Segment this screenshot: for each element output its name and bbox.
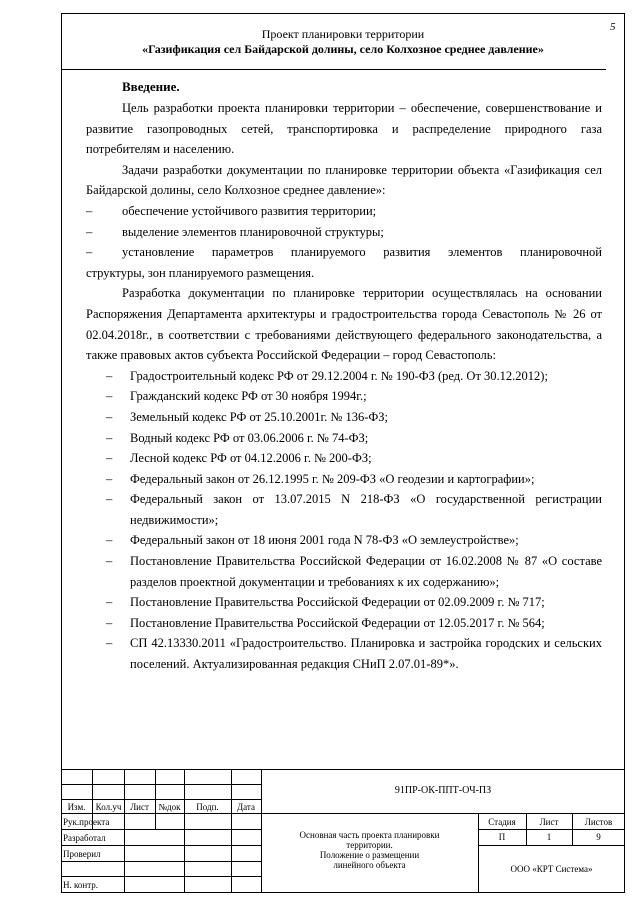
law-text: Земельный кодекс РФ от 25.10.2001г. № 136-ФЗ; <box>130 409 388 424</box>
section-heading: Введение. <box>122 79 180 94</box>
value-sheets: 9 <box>596 832 601 842</box>
law-item <box>86 633 602 674</box>
list-dash: – <box>106 368 113 383</box>
law-text: Водный кодекс РФ от 03.06.2006 г. № 74-ФЗ; <box>130 430 369 445</box>
list-dash: – <box>106 430 113 445</box>
list-dash: – <box>106 636 113 651</box>
law-item <box>86 448 602 469</box>
list-dash: – <box>106 615 113 630</box>
row-razr: Разработал <box>63 833 106 843</box>
law-item <box>86 407 602 428</box>
law-item <box>86 366 602 387</box>
title-line-2: территории. <box>346 840 393 850</box>
task-item <box>86 242 602 263</box>
value-sheet: 1 <box>546 832 552 842</box>
law-text: Федеральный закон от 26.12.1995 г. № 209-ФЗ «О геодезии и картографии»; <box>130 471 535 486</box>
law-text: Лесной кодекс РФ от 04.12.2006 г. № 200-ФЗ; <box>130 451 372 466</box>
task-text: обеспечение устойчивого развития территории; <box>122 203 377 218</box>
list-dash: – <box>106 451 113 466</box>
list-dash: – <box>106 389 113 404</box>
law-item <box>86 489 602 530</box>
title-line-3: Положение о размещении <box>319 850 420 860</box>
document-body <box>86 78 602 675</box>
paragraph-basis: Разработка документации по планировке территории осуществлялась на основании Распоряжения Департамента архитектуры и градостроительства города Севастополь № 26 от 02.04.2018г., в соответствии с требованиями действующего федерального законодательства, а также правовых актов субъекта Российской Федерации – город Севастополь: <box>86 286 602 363</box>
row-prov: Проверил <box>63 849 101 859</box>
header-stage: Стадия <box>488 817 516 827</box>
document-code: 91ПР-ОК-ППТ-ОЧ-ПЗ <box>394 785 492 796</box>
row-ruk: Рук.проекта <box>63 817 110 827</box>
document-header <box>62 27 624 57</box>
header-sheet: Лист <box>539 817 559 827</box>
list-dash: – <box>86 224 93 239</box>
law-item <box>86 592 602 613</box>
col-kol: Кол.уч <box>95 802 122 812</box>
organization-name: ООО «КРТ Система» <box>510 864 593 874</box>
document-title <box>261 830 478 870</box>
col-ndok: №док <box>158 802 181 812</box>
title-line-4: линейного объекта <box>333 860 406 870</box>
list-dash: – <box>106 471 113 486</box>
task-text-line-2: структуры, зон планируемого размещения. <box>86 265 315 280</box>
header-divider <box>62 69 606 70</box>
law-item <box>86 428 602 449</box>
list-dash: – <box>106 595 113 610</box>
task-text-line-1: установление параметров планируемого развития элементов планировочной <box>122 245 602 260</box>
title-block <box>61 769 625 893</box>
task-item <box>86 222 602 243</box>
list-dash: – <box>106 554 113 569</box>
title-line-1: Основная часть проекта планировки <box>299 830 440 840</box>
header-line-2: «Газификация сел Байдарской долины, село Колхозное среднее давление» <box>142 42 544 56</box>
header-line-1: Проект планировки территории <box>261 27 425 41</box>
col-data: Дата <box>237 802 255 812</box>
law-item <box>86 530 602 551</box>
paragraph-tasks: Задачи разработки документации по планировке территории объекта «Газификация сел Байдарской долины, село Колхозное среднее давление»: <box>86 162 602 198</box>
list-dash: – <box>106 492 113 507</box>
task-item <box>86 201 602 222</box>
list-dash: – <box>86 245 93 260</box>
law-text: Федеральный закон от 13.07.2015 N 218-ФЗ «О государственной регистрации недвижимости»; <box>130 492 602 527</box>
law-item <box>86 551 602 592</box>
paragraph-goal: Цель разработки проекта планировки территории – обеспечение, совершенствование и развитие газопроводных сетей, транспортировка и распределение природного газа потребителям и населению. <box>86 101 602 157</box>
law-text: Постановление Правительства Российской Федерации от 16.02.2008 № 87 «О составе разделов проектной документации и требованиях к их содержанию»; <box>130 554 602 589</box>
list-dash: – <box>86 203 93 218</box>
law-text: Федеральный закон от 18 июня 2001 года N 78-ФЗ «О землеустройстве»; <box>130 533 519 548</box>
page-number: 5 <box>610 21 616 33</box>
law-text: СП 42.13330.2011 «Градостроительство. Планировка и застройка городских и сельских поселений. Актуализированная редакция СНиП 2.07.01-89*». <box>130 636 602 672</box>
row-nkontr: Н. контр. <box>63 880 99 890</box>
law-item <box>86 386 602 407</box>
law-item <box>86 469 602 490</box>
col-list: Лист <box>130 802 149 812</box>
header-sheets: Листов <box>584 817 613 827</box>
law-text: Постановление Правительства Российской Федерации от 02.09.2009 г. № 717; <box>130 595 545 610</box>
list-dash: – <box>106 533 113 548</box>
law-text: Гражданский кодекс РФ от 30 ноября 1994г.; <box>130 389 367 404</box>
law-text: Градостроительный кодекс РФ от 29.12.2004 г. № 190-ФЗ (ред. От 30.12.2012); <box>130 368 548 383</box>
law-text: Постановление Правительства Российской Федерации от 12.05.2017 г. № 564; <box>130 615 545 630</box>
law-item <box>86 613 602 634</box>
col-izm: Изм. <box>67 802 86 812</box>
list-dash: – <box>106 409 113 424</box>
col-podp: Подп. <box>196 802 219 812</box>
value-stage: П <box>498 832 506 842</box>
task-text: выделение элементов планировочной структуры; <box>122 224 384 239</box>
